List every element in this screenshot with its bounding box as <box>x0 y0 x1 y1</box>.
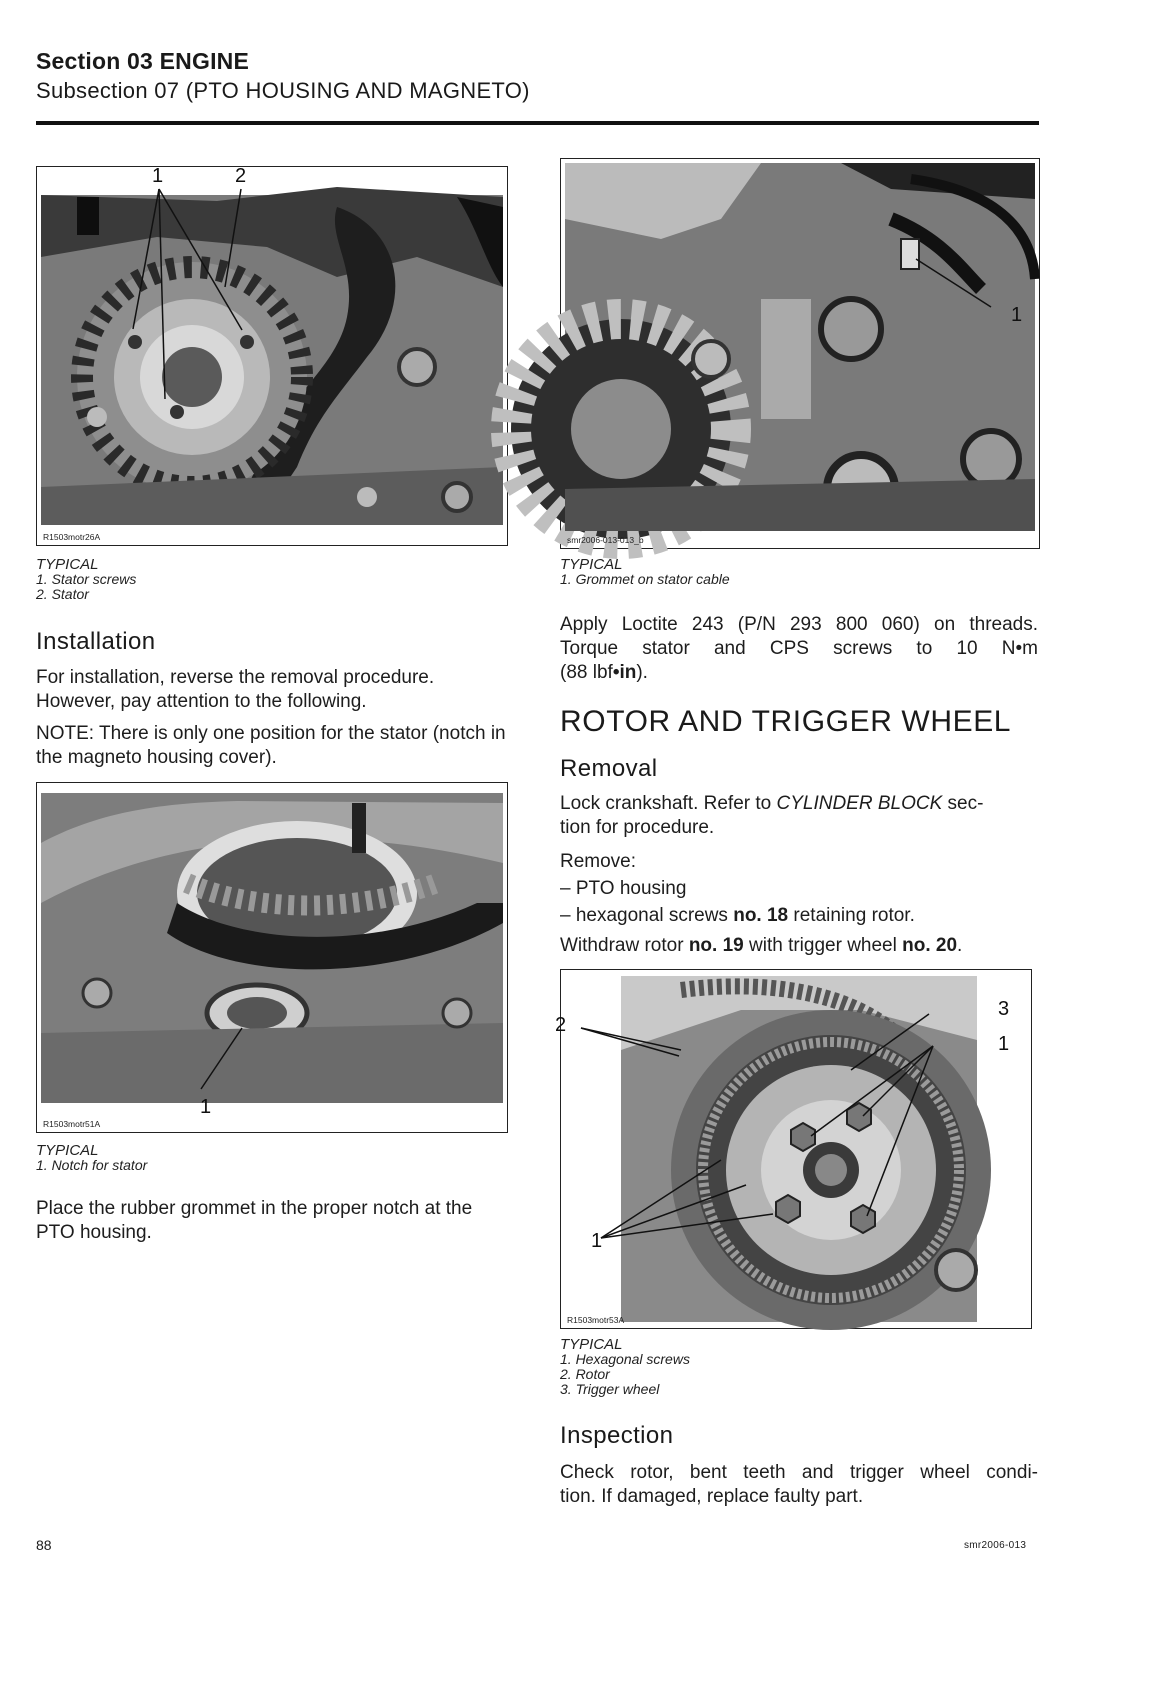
part-number-19: no. 19 <box>688 935 744 956</box>
rotor-photo <box>561 970 1031 1328</box>
magneto-housing-photo <box>37 783 507 1132</box>
figure-id: R1503motr26A <box>43 532 101 542</box>
caption-item: 1. Hexagonal screws <box>560 1351 690 1367</box>
remove-item-pto-housing: – PTO housing <box>560 878 687 899</box>
remove-item-text: retaining rotor. <box>788 905 915 926</box>
callout-1: 1 <box>998 1033 1010 1055</box>
withdraw-text: with trigger wheel <box>743 935 903 956</box>
caption-item: 1. Stator screws <box>36 571 137 587</box>
grommet-paragraph: Place the rubber grommet in the proper notch at the PTO housing. <box>36 1198 473 1243</box>
remove-item-text: – hexagonal screws <box>560 905 734 926</box>
loctite-line: Torque stator and CPS screws to 10 N•m <box>560 638 1038 659</box>
callout-1: 1 <box>1011 304 1023 326</box>
figure-rotor-trigger-wheel <box>555 969 1032 1329</box>
section-title: Section 03 ENGINE <box>36 48 250 74</box>
figure-2-caption <box>36 1143 147 1173</box>
figure-grommet-stator-cable <box>560 158 1040 549</box>
callout-1: 1 <box>200 1096 212 1118</box>
part-number-20: no. 20 <box>902 935 958 956</box>
figure-notch-for-stator <box>36 782 508 1133</box>
callout-3: 3 <box>998 998 1010 1020</box>
rotor-trigger-heading: ROTOR AND TRIGGER WHEEL <box>560 705 1012 738</box>
removal-line: tion for procedure. <box>560 817 715 838</box>
caption-item: 3. Trigger wheel <box>560 1381 660 1397</box>
figure-3-caption <box>560 557 730 587</box>
callout-1: 1 <box>591 1230 603 1252</box>
removal-text: Lock crankshaft. Refer to <box>560 793 777 814</box>
installation-heading: Installation <box>36 628 156 655</box>
caption-item: 2. Stator <box>36 586 89 602</box>
grommet-photo <box>561 159 1039 548</box>
inspection-paragraph <box>560 1461 1038 1509</box>
figure-stator-screws <box>36 166 508 546</box>
figure-id: smr2006-013-013_b <box>567 535 644 545</box>
loctite-torque-end: ). <box>636 662 648 683</box>
subsection-title: Subsection 07 (PTO HOUSING AND MAGNETO) <box>36 78 530 103</box>
inspection-line: Check rotor, bent teeth and trigger wheel condi- <box>560 1462 1038 1483</box>
figure-4-caption <box>560 1337 690 1397</box>
removal-text: sec- <box>942 793 984 814</box>
installation-note <box>36 722 510 770</box>
caption-title: TYPICAL <box>36 1142 99 1159</box>
installation-paragraph: For installation, reverse the removal procedure. However, pay attention to the following. <box>36 667 435 712</box>
removal-line <box>560 792 1038 816</box>
loctite-line <box>560 661 1038 685</box>
loctite-line: Apply Loctite 243 (P/N 293 800 060) on threads. <box>560 614 1038 635</box>
remove-label: Remove: <box>560 851 637 872</box>
callout-1: 1 <box>152 165 164 187</box>
header-rule <box>36 121 1039 125</box>
caption-item: 2. Rotor <box>560 1366 610 1382</box>
page-number: 88 <box>36 1537 52 1553</box>
withdraw-paragraph <box>560 934 962 958</box>
withdraw-text: Withdraw rotor <box>560 935 689 956</box>
inspection-heading: Inspection <box>560 1422 674 1449</box>
stator-photo <box>37 167 507 545</box>
part-number-18: no. 18 <box>733 905 789 926</box>
remove-item-hexagonal-screws <box>560 904 915 928</box>
figure-id: R1503motr53A <box>567 1315 625 1325</box>
callout-2: 2 <box>235 165 247 187</box>
caption-title: TYPICAL <box>560 1336 623 1353</box>
loctite-paragraph <box>560 613 1038 685</box>
inspection-line: tion. If damaged, replace faulty part. <box>560 1486 864 1507</box>
caption-title: TYPICAL <box>36 556 99 573</box>
caption-item: 1. Grommet on stator cable <box>560 571 730 587</box>
removal-heading: Removal <box>560 755 658 782</box>
cylinder-block-reference: CYLINDER BLOCK <box>776 793 943 814</box>
loctite-torque-unit: •in <box>612 662 637 683</box>
document-reference: smr2006-013 <box>964 1540 1027 1551</box>
callout-2: 2 <box>555 1014 567 1036</box>
caption-item: 1. Notch for stator <box>36 1157 148 1173</box>
caption-title: TYPICAL <box>560 556 623 573</box>
loctite-torque-value: (88 lbf <box>560 662 613 683</box>
note-label: NOTE: <box>36 723 95 744</box>
figure-1-caption <box>36 557 136 602</box>
note-text: There is only one position for the stator (notch in the magneto housing cover). <box>36 723 506 768</box>
figure-id: R1503motr51A <box>43 1119 101 1129</box>
withdraw-text: . <box>957 935 963 956</box>
removal-paragraph <box>560 792 1038 840</box>
